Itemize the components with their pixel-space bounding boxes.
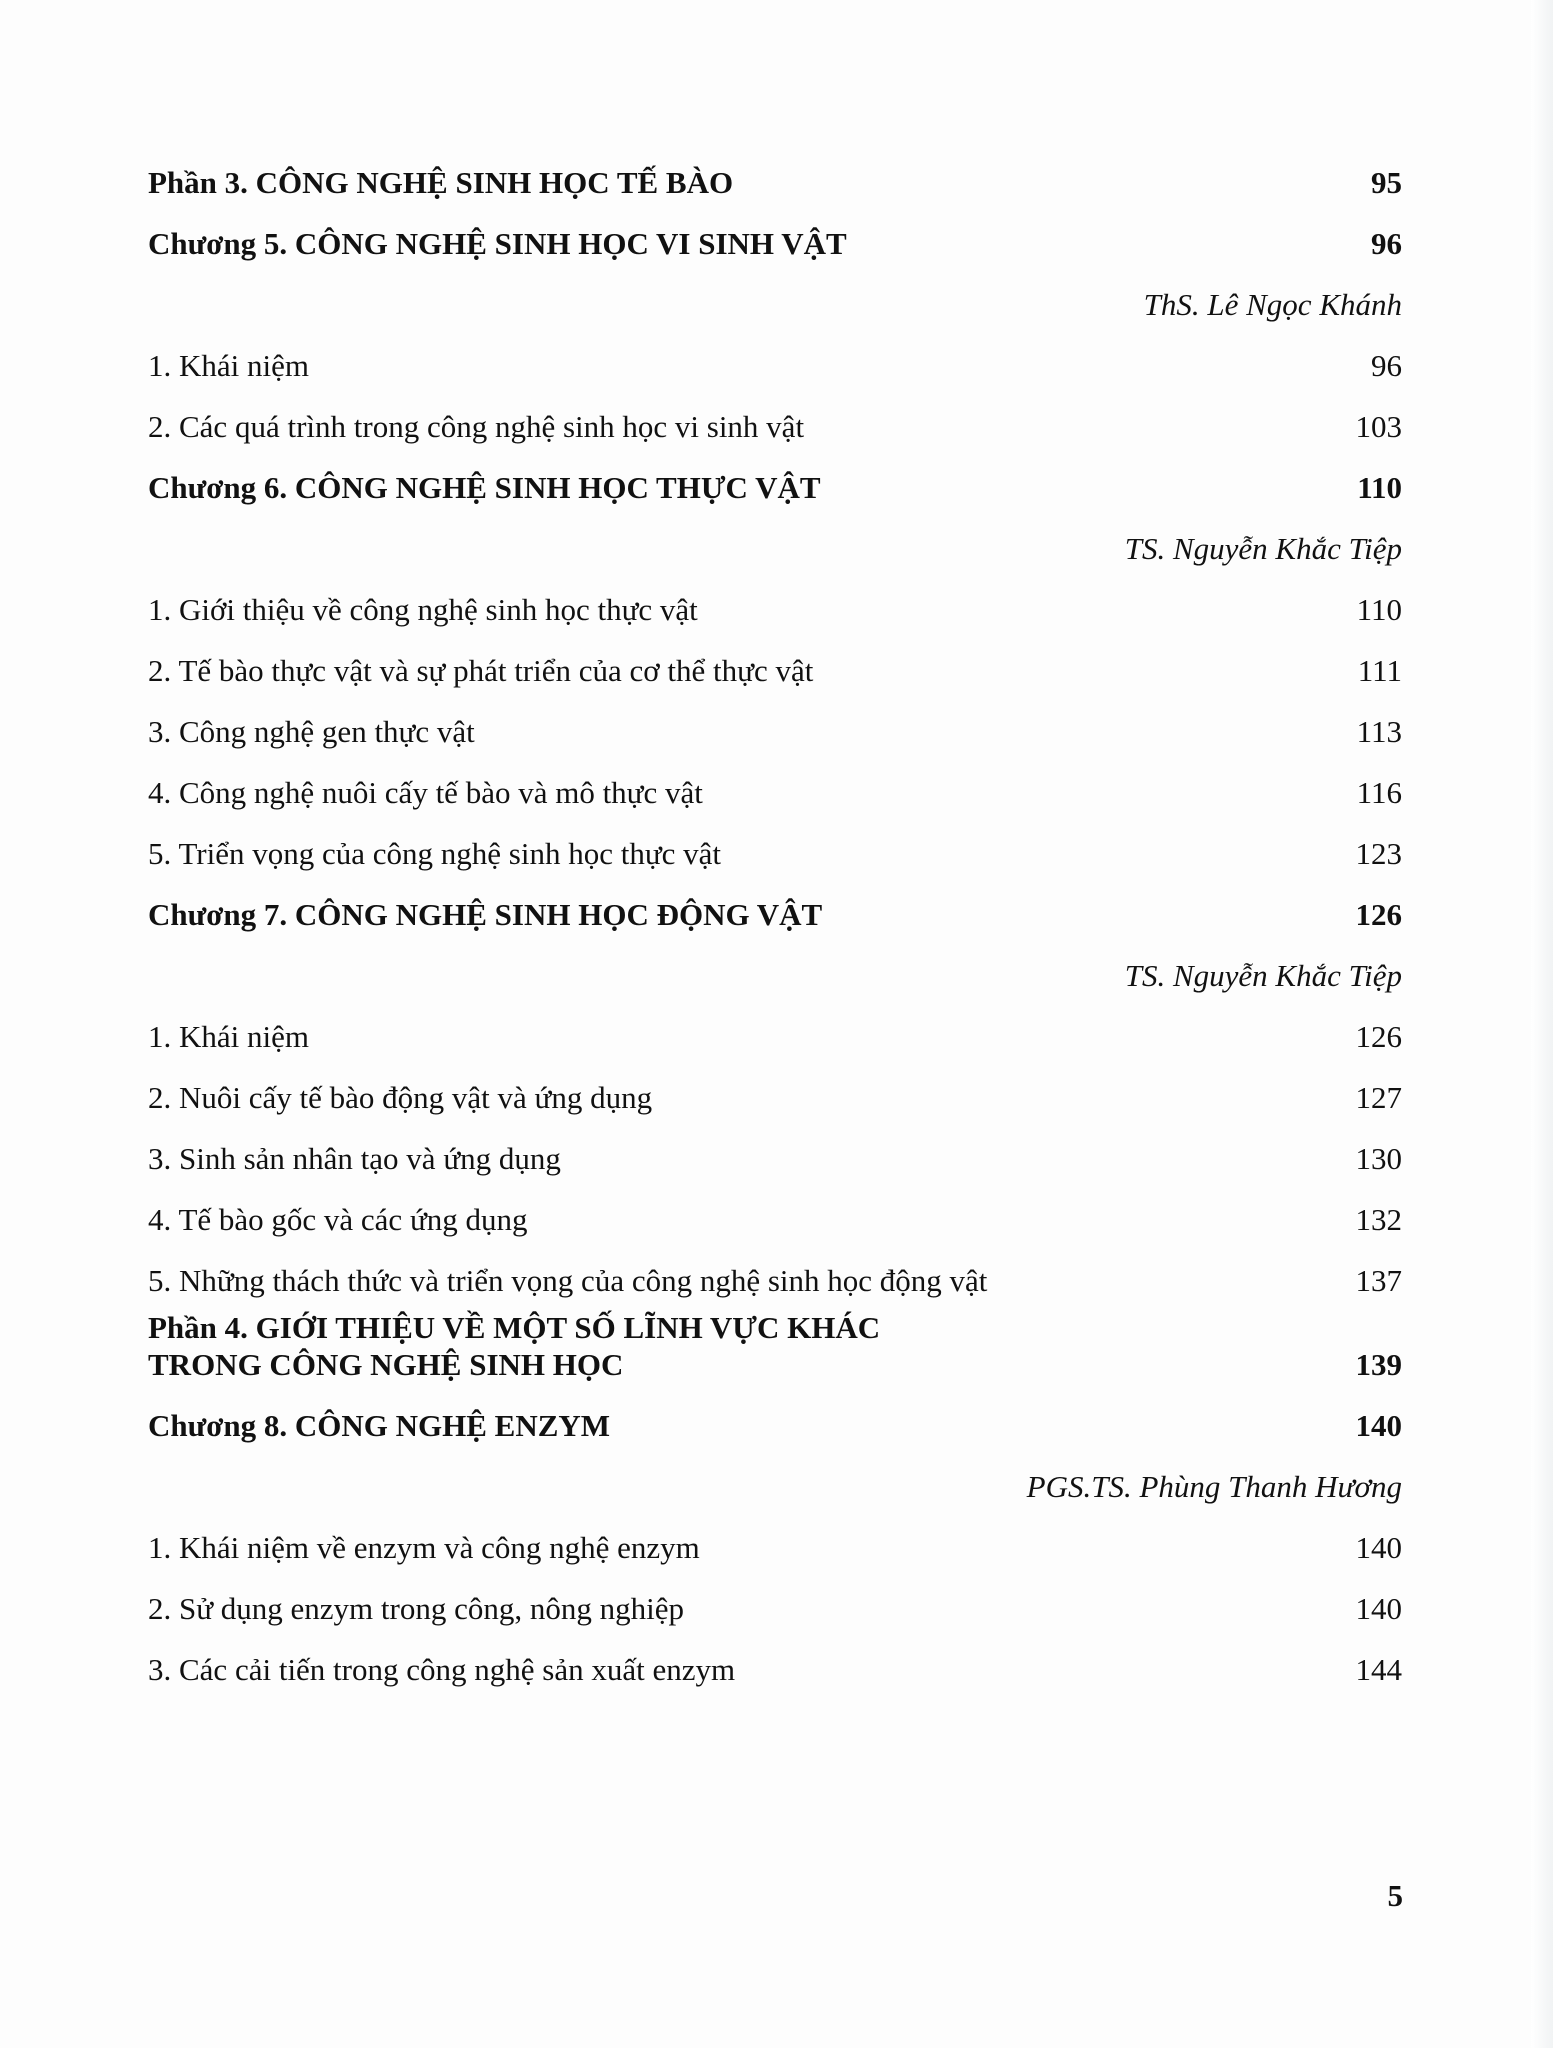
table-of-contents (148, 140, 1402, 1688)
toc-title: 1. Khái niệm về enzym và công nghệ enzym (148, 1530, 700, 1566)
toc-author: TS. Nguyễn Khắc Tiệp (1124, 531, 1402, 566)
toc-page: 113 (1356, 713, 1402, 749)
toc-title: Chương 5. CÔNG NGHỆ SINH HỌC VI SINH VẬT (148, 225, 847, 261)
toc-title-line-2: TRONG CÔNG NGHỆ SINH HỌC (148, 1347, 624, 1383)
toc-page: 95 (1371, 164, 1402, 200)
toc-title: 2. Nuôi cấy tế bào động vật và ứng dụng (148, 1079, 653, 1115)
toc-author: TS. Nguyễn Khắc Tiệp (1124, 958, 1402, 993)
toc-title: Chương 6. CÔNG NGHỆ SINH HỌC THỰC VẬT (148, 469, 821, 505)
toc-page: 126 (1355, 1018, 1402, 1054)
toc-title: 3. Các cải tiến trong công nghệ sản xuất enzym (148, 1652, 736, 1688)
toc-title: 2. Tế bào thực vật và sự phát triển của cơ thể thực vật (148, 652, 814, 688)
toc-title: 4. Tế bào gốc và các ứng dụng (148, 1201, 528, 1237)
toc-title: 3. Sinh sản nhân tạo và ứng dụng (148, 1140, 561, 1176)
toc-page: 132 (1355, 1201, 1402, 1237)
toc-chapter-5 (148, 201, 1402, 262)
toc-title: 3. Công nghệ gen thực vật (148, 713, 475, 749)
toc-chapter-8 (148, 1383, 1402, 1444)
toc-page: 140 (1355, 1530, 1402, 1566)
toc-title: Chương 8. CÔNG NGHỆ ENZYM (148, 1408, 611, 1444)
toc-page: 110 (1356, 591, 1402, 627)
toc-page: 96 (1371, 225, 1402, 261)
toc-item (148, 811, 1402, 872)
toc-item (148, 689, 1402, 750)
toc-title: 1. Khái niệm (148, 347, 309, 383)
toc-chapter-6 (148, 445, 1402, 506)
toc-page: 127 (1355, 1079, 1402, 1115)
toc-page: 139 (1355, 1347, 1402, 1383)
toc-item (148, 1238, 1402, 1299)
toc-chapter-7 (148, 872, 1402, 933)
toc-title: 2. Sử dụng enzym trong công, nông nghiệp (148, 1591, 684, 1627)
toc-item (148, 1177, 1402, 1238)
toc-page: 140 (1355, 1408, 1402, 1444)
toc-page: 116 (1356, 774, 1402, 810)
toc-author: ThS. Lê Ngọc Khánh (1143, 287, 1402, 322)
toc-title-line-1: Phần 4. GIỚI THIỆU VỀ MỘT SỐ LĨNH VỰC KHÁC (148, 1310, 881, 1345)
toc-title: Phần 3. CÔNG NGHỆ SINH HỌC TẾ BÀO (148, 164, 734, 200)
page-number: 5 (1387, 1878, 1403, 1913)
toc-item (148, 750, 1402, 811)
toc-page: 123 (1355, 835, 1402, 871)
toc-part-4 (148, 1299, 1402, 1383)
toc-page: 111 (1357, 652, 1402, 688)
toc-item (148, 1055, 1402, 1116)
toc-title: 1. Khái niệm (148, 1018, 309, 1054)
toc-item (148, 1116, 1402, 1177)
toc-item (148, 323, 1402, 384)
toc-title: 1. Giới thiệu về công nghệ sinh học thực vật (148, 591, 698, 627)
toc-item (148, 1627, 1402, 1688)
toc-part-3 (148, 140, 1402, 201)
toc-item (148, 628, 1402, 689)
page-edge-shadow (1531, 0, 1553, 2048)
toc-title: 5. Những thách thức và triển vọng của công nghệ sinh học động vật (148, 1262, 988, 1298)
toc-item (148, 384, 1402, 445)
toc-page: 140 (1355, 1591, 1402, 1627)
toc-page: 137 (1355, 1262, 1402, 1298)
toc-page: 144 (1355, 1652, 1402, 1688)
toc-title: Chương 7. CÔNG NGHỆ SINH HỌC ĐỘNG VẬT (148, 896, 823, 932)
toc-page: 110 (1357, 469, 1402, 505)
toc-item (148, 1566, 1402, 1627)
toc-item (148, 994, 1402, 1055)
toc-title: 2. Các quá trình trong công nghệ sinh học vi sinh vật (148, 408, 805, 444)
toc-title (148, 1309, 1282, 1383)
toc-page: 126 (1355, 896, 1402, 932)
toc-page: 130 (1355, 1140, 1402, 1176)
toc-author: PGS.TS. Phùng Thanh Hương (1026, 1469, 1402, 1505)
toc-item (148, 567, 1402, 628)
toc-page: 96 (1371, 347, 1402, 383)
toc-item (148, 1505, 1402, 1566)
toc-title: 4. Công nghệ nuôi cấy tế bào và mô thực vật (148, 774, 703, 810)
toc-title: 5. Triển vọng của công nghệ sinh học thực vật (148, 835, 722, 871)
toc-page: 103 (1355, 408, 1402, 444)
